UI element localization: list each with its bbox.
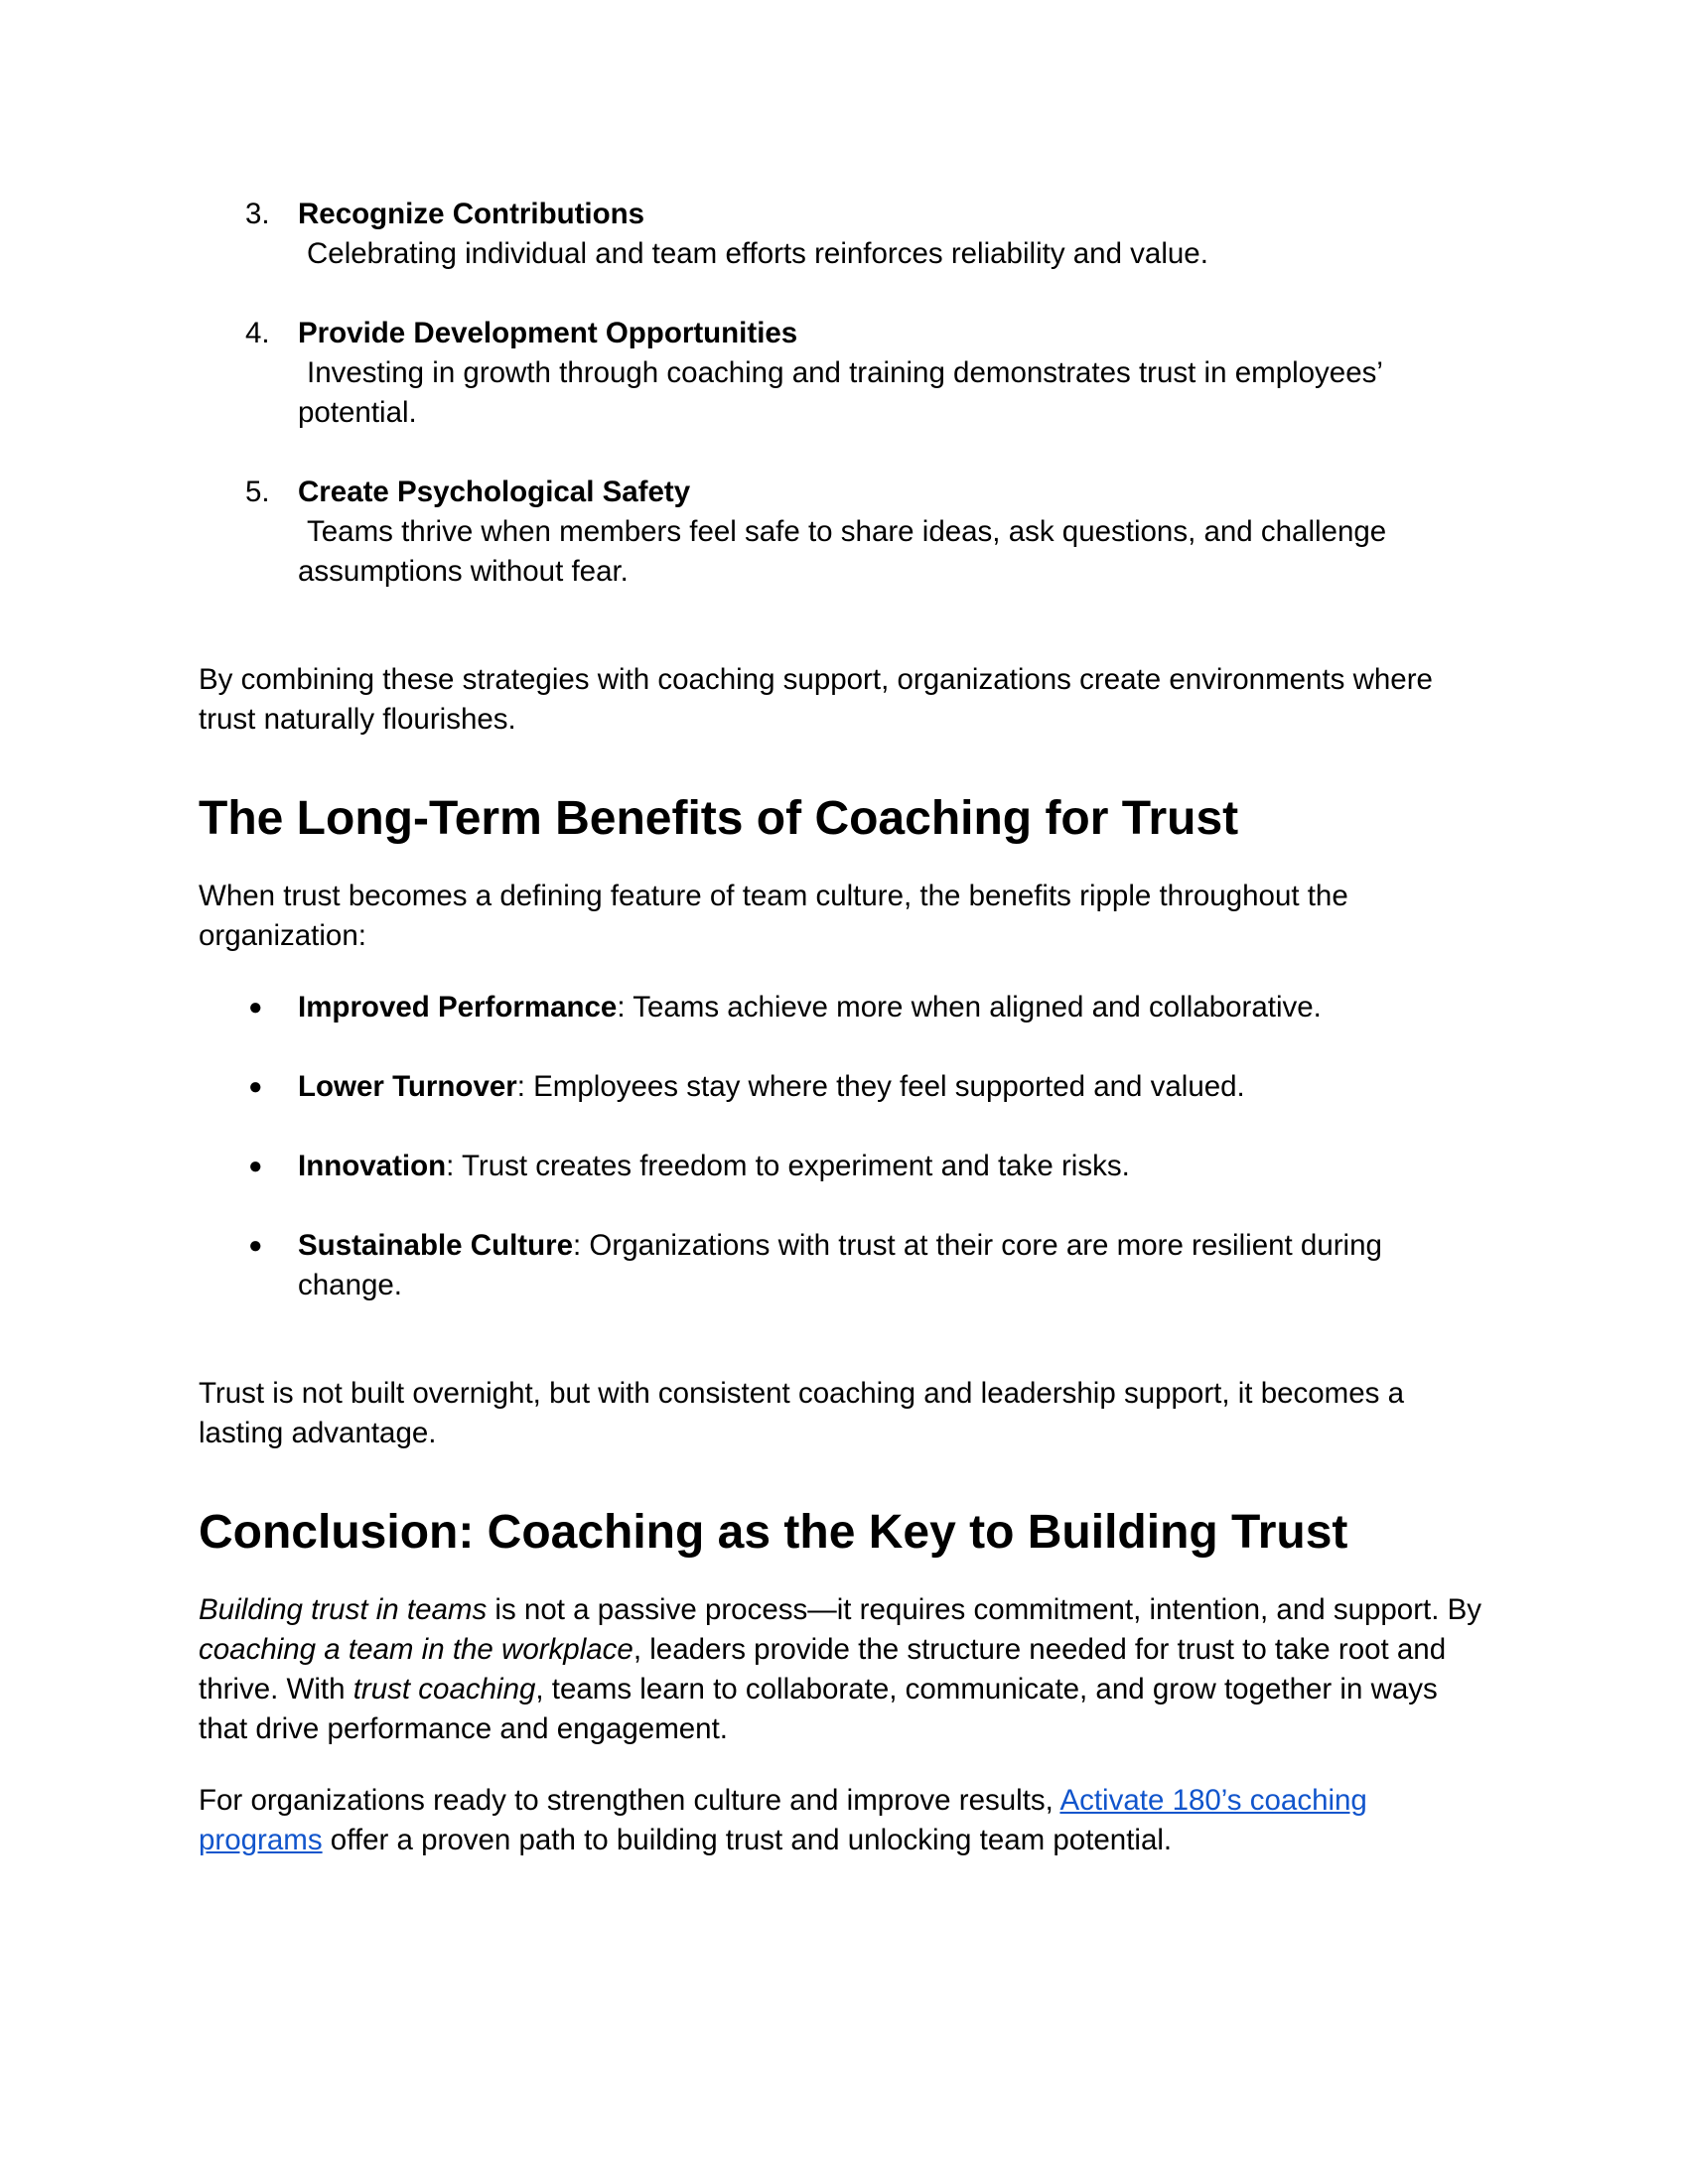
paragraph-benefits-intro: When trust becomes a defining feature of team culture, the benefits ripple throughout the organization: <box>199 880 1348 952</box>
bullet-text: : Trust creates freedom to experiment and take risks. <box>446 1150 1130 1182</box>
emphasis-text: trust coaching <box>352 1673 536 1706</box>
paragraph-conclusion: Building trust in teams is not a passive process—it requires commitment, intention, and support. By coaching a team in the workplace, leaders provide the structure needed for trust to take root and thrive. With trust coaching, teams learn to collaborate, communicate, and grow together in ways that drive performance and engagement. <box>199 1593 1482 1745</box>
paragraph-strategies: By combining these strategies with coaching support, organizations create environments where trust naturally flourishes. <box>199 663 1433 736</box>
bullet-list <box>199 988 1489 1305</box>
document-content <box>199 195 1489 1860</box>
list-item-title: Recognize Contributions <box>298 198 645 230</box>
bullet-icon: ● <box>248 1073 263 1100</box>
list-item-title: Create Psychological Safety <box>298 476 691 508</box>
list-item <box>199 195 1489 274</box>
bullet-text: : Employees stay where they feel supported and valued. <box>516 1070 1245 1103</box>
bullet-icon: ● <box>248 1153 263 1179</box>
heading-benefits: The Long-Term Benefits of Coaching for Trust <box>199 792 1239 845</box>
list-item <box>199 473 1489 592</box>
bullet-text: : Teams achieve more when aligned and collaborative. <box>617 991 1322 1024</box>
bullet-icon: ● <box>248 994 263 1021</box>
list-item <box>199 314 1489 433</box>
list-item <box>199 1067 1489 1107</box>
bullet-icon: ● <box>248 1232 263 1259</box>
paragraph-call-to-action: For organizations ready to strengthen culture and improve results, Activate 180’s coaching programs offer a proven path to building trust and unlocking team potential. <box>199 1784 1367 1856</box>
list-item <box>199 1147 1489 1186</box>
list-item-description: Investing in growth through coaching and training demonstrates trust in employees’ potential. <box>298 356 1383 429</box>
list-item-description: Celebrating individual and team efforts reinforces reliability and value. <box>307 237 1208 270</box>
bullet-term: Innovation <box>298 1150 447 1182</box>
list-number: 5. <box>245 476 270 508</box>
bullet-text: : Organizations with trust at their core are more resilient during change. <box>298 1229 1382 1301</box>
list-number: 4. <box>245 317 270 349</box>
emphasis-text: coaching a team in the workplace <box>199 1633 633 1666</box>
heading-conclusion: Conclusion: Coaching as the Key to Building Trust <box>199 1506 1348 1559</box>
coaching-programs-link[interactable]: Activate 180’s coaching programs <box>199 1784 1367 1856</box>
list-number: 3. <box>245 198 270 230</box>
bullet-term: Lower Turnover <box>298 1070 517 1103</box>
list-item <box>199 988 1489 1027</box>
list-item-title: Provide Development Opportunities <box>298 317 798 349</box>
bullet-term: Improved Performance <box>298 991 618 1024</box>
emphasis-text: Building trust in teams <box>199 1593 488 1626</box>
paragraph-benefits-closing: Trust is not built overnight, but with consistent coaching and leadership support, it becomes a lasting advantage. <box>199 1377 1404 1449</box>
list-item-description: Teams thrive when members feel safe to share ideas, ask questions, and challenge assumptions without fear. <box>298 515 1387 588</box>
list-item <box>199 1226 1489 1305</box>
numbered-list <box>199 195 1489 592</box>
bullet-term: Sustainable Culture <box>298 1229 574 1262</box>
